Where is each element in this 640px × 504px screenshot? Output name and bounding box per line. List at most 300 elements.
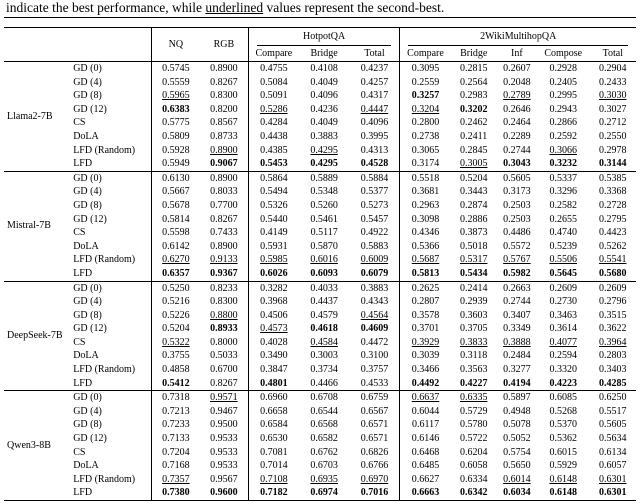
value-cell: 0.8033 [210, 186, 238, 198]
value-cell: 0.3701 [400, 322, 451, 336]
value-cell: 0.2655 [549, 213, 577, 225]
table-row [4, 253, 636, 267]
value-cell: 0.6058 [459, 460, 488, 472]
value-cell: 0.7233 [151, 418, 199, 432]
value-cell: 0.5517 [599, 405, 627, 417]
value-cell: 0.2803 [599, 350, 627, 362]
value-cell: 0.6568 [310, 419, 338, 431]
value-cell: 0.5884 [349, 171, 400, 185]
value-cell: 0.3257 [400, 89, 451, 103]
method-label: GD (8) [73, 199, 102, 211]
value-cell: 0.6117 [400, 418, 451, 432]
value-cell: 0.9533 [210, 433, 238, 445]
method-label: DoLA [73, 350, 99, 362]
table-row [4, 418, 636, 432]
value-cell: 0.5268 [549, 405, 577, 417]
value-cell: 0.6130 [151, 171, 199, 185]
value-cell: 0.6085 [537, 391, 590, 405]
value-cell: 0.2866 [549, 117, 577, 129]
value-cell: 0.3030 [599, 90, 627, 102]
subheader-2wiki-inf: Inf [511, 48, 523, 59]
value-cell: 0.4317 [360, 90, 389, 102]
value-cell: 0.3066 [549, 144, 577, 156]
value-cell: 0.3883 [310, 130, 338, 142]
value-cell: 0.5814 [151, 213, 199, 227]
value-cell: 0.6935 [310, 473, 338, 485]
value-cell: 0.5250 [151, 281, 199, 295]
value-cell: 0.5018 [459, 240, 488, 252]
method-label: GD (0) [67, 391, 151, 405]
value-cell: 0.2795 [599, 213, 627, 225]
value-cell: 0.4423 [599, 227, 627, 239]
value-cell: 0.3204 [400, 103, 451, 117]
value-cell: 0.7081 [248, 446, 299, 460]
method-label: GD (4) [73, 76, 102, 88]
value-cell: 0.4385 [248, 144, 299, 158]
value-cell: 0.4284 [248, 116, 299, 130]
table-row [4, 171, 636, 185]
subheader-2wiki-total: Total [602, 48, 623, 59]
method-label: GD (12) [73, 433, 107, 445]
value-cell: 0.4948 [503, 405, 531, 417]
value-cell: 0.3349 [503, 323, 531, 335]
value-cell: 0.7213 [151, 405, 199, 419]
value-cell: 0.6700 [210, 364, 238, 376]
value-cell: 0.4472 [360, 336, 389, 348]
value-cell: 0.5634 [599, 433, 627, 445]
value-cell: 0.6270 [151, 253, 199, 267]
value-cell: 0.5204 [151, 322, 199, 336]
value-cell: 0.5052 [503, 433, 531, 445]
value-cell: 0.5605 [497, 171, 537, 185]
value-cell: 0.6708 [299, 391, 350, 405]
value-cell: 0.2503 [503, 199, 531, 211]
value-cell: 0.2464 [503, 117, 531, 129]
value-cell: 0.7016 [360, 487, 389, 499]
value-cell: 0.8267 [210, 76, 238, 88]
value-cell: 0.2582 [549, 199, 577, 211]
value-cell: 0.3883 [349, 281, 400, 295]
table-caption [4, 0, 636, 16]
caption-text-suffix: values represent the second-best. [263, 0, 445, 15]
method-label: GD (12) [73, 103, 107, 115]
value-cell: 0.3095 [400, 62, 451, 76]
value-cell: 0.4077 [549, 336, 577, 348]
value-cell: 0.2744 [503, 296, 531, 308]
value-cell: 0.9600 [210, 487, 238, 499]
method-label: CS [73, 336, 86, 348]
value-cell: 0.5494 [248, 185, 299, 199]
value-cell: 0.2663 [497, 281, 537, 295]
column-header-nq: NQ [151, 28, 199, 62]
value-cell: 0.8567 [210, 117, 238, 129]
value-cell: 0.5870 [310, 240, 338, 252]
value-cell: 0.3614 [549, 323, 577, 335]
caption-underlined-word: underlined [205, 0, 264, 15]
value-cell: 0.6250 [590, 391, 636, 405]
value-cell: 0.3277 [503, 364, 531, 376]
value-cell: 0.2609 [537, 281, 590, 295]
value-cell: 0.3065 [400, 144, 451, 158]
value-cell: 0.5317 [459, 254, 488, 266]
value-cell: 0.3995 [360, 130, 389, 142]
value-cell: 0.6148 [549, 473, 577, 485]
value-cell: 0.6544 [310, 405, 338, 417]
value-cell: 0.5226 [151, 309, 199, 323]
value-cell: 0.5780 [459, 419, 488, 431]
table-header [4, 28, 636, 62]
value-cell: 0.6383 [151, 103, 199, 117]
value-cell: 0.2609 [590, 281, 636, 295]
value-cell: 0.6663 [400, 486, 451, 500]
column-group-hotpotqa [248, 28, 400, 47]
table-row [4, 267, 636, 281]
value-cell: 0.7700 [210, 199, 238, 211]
value-cell: 0.6485 [400, 459, 451, 473]
value-cell: 0.2405 [549, 76, 577, 88]
value-cell: 0.5598 [151, 226, 199, 240]
value-cell: 0.8267 [210, 213, 238, 225]
column-group-hotpotqa-label: HotpotQA [257, 28, 392, 46]
value-cell: 0.7133 [151, 432, 199, 446]
value-cell: 0.6468 [400, 446, 451, 460]
table-row [4, 144, 636, 158]
value-cell: 0.2503 [503, 213, 531, 225]
value-cell: 0.6334 [459, 473, 488, 485]
value-cell: 0.4528 [360, 158, 389, 170]
value-cell: 0.5322 [151, 336, 199, 350]
value-cell: 0.5204 [451, 171, 497, 185]
subheader-2wiki-bridge: Bridge [460, 48, 488, 59]
value-cell: 0.2796 [599, 296, 627, 308]
value-cell: 0.5326 [248, 199, 299, 213]
model-label: Llama2-7B [4, 62, 67, 172]
value-cell: 0.3681 [400, 185, 451, 199]
value-cell: 0.5775 [151, 116, 199, 130]
value-cell: 0.3403 [599, 364, 627, 376]
value-cell: 0.2484 [503, 350, 531, 362]
value-cell: 0.4437 [310, 296, 338, 308]
table-row [4, 446, 636, 460]
value-cell: 0.5965 [151, 89, 199, 103]
value-cell: 0.9067 [210, 158, 238, 170]
value-cell: 0.4447 [360, 103, 389, 115]
value-cell: 0.7182 [248, 486, 299, 500]
value-cell: 0.6582 [310, 433, 338, 445]
value-cell: 0.5434 [459, 267, 488, 279]
value-cell: 0.3043 [503, 158, 531, 170]
table-row [4, 199, 636, 213]
value-cell: 0.5754 [503, 446, 531, 458]
value-cell: 0.9500 [210, 419, 238, 431]
value-cell: 0.7318 [151, 391, 199, 405]
table-row [4, 391, 636, 405]
value-cell: 0.3833 [459, 336, 488, 348]
method-label: GD (0) [67, 281, 151, 295]
value-cell: 0.4801 [248, 377, 299, 391]
value-cell: 0.4257 [360, 76, 389, 88]
value-cell: 0.4223 [549, 377, 577, 389]
value-cell: 0.2939 [459, 296, 488, 308]
value-cell: 0.8733 [210, 130, 238, 142]
value-cell: 0.9133 [210, 254, 238, 266]
value-cell: 0.6057 [599, 460, 627, 472]
table-row [4, 309, 636, 323]
value-cell: 0.5687 [400, 253, 451, 267]
value-cell: 0.2963 [400, 199, 451, 213]
value-cell: 0.5929 [549, 460, 577, 472]
value-cell: 0.7380 [151, 486, 199, 500]
value-cell: 0.8800 [210, 309, 238, 321]
value-cell: 0.6571 [360, 433, 389, 445]
method-label: LFD [73, 267, 93, 279]
value-cell: 0.7204 [151, 446, 199, 460]
value-cell: 0.4858 [151, 363, 199, 377]
model-label: Mistral-7B [4, 171, 67, 281]
value-cell: 0.3888 [503, 336, 531, 348]
value-cell: 0.9467 [210, 405, 238, 417]
value-cell: 0.5745 [151, 62, 199, 76]
value-cell: 0.7108 [248, 473, 299, 487]
value-cell: 0.5216 [151, 295, 199, 309]
column-group-2wikimultihopqa-label: 2WikiMultihopQA [408, 28, 628, 46]
value-cell: 0.3873 [459, 227, 488, 239]
value-cell: 0.8300 [210, 90, 238, 102]
value-cell: 0.3098 [400, 213, 451, 227]
value-cell: 0.4049 [310, 76, 338, 88]
value-cell: 0.2874 [459, 199, 488, 211]
value-cell: 0.4922 [360, 227, 389, 239]
value-cell: 0.5348 [310, 186, 338, 198]
value-cell: 0.4492 [400, 377, 451, 391]
value-cell: 0.5949 [151, 157, 199, 171]
value-cell: 0.4579 [310, 309, 338, 321]
value-cell: 0.5897 [497, 391, 537, 405]
value-cell: 0.3734 [310, 364, 338, 376]
value-cell: 0.2289 [503, 130, 531, 142]
method-label: GD (4) [73, 296, 102, 308]
value-cell: 0.5457 [360, 213, 389, 225]
value-cell: 0.8267 [210, 377, 238, 389]
table-row [4, 377, 636, 391]
value-cell: 0.6970 [360, 473, 389, 485]
value-cell: 0.5645 [549, 267, 577, 279]
table-row [4, 459, 636, 473]
table-row [4, 349, 636, 363]
value-cell: 0.2886 [459, 213, 488, 225]
value-cell: 0.5982 [503, 267, 531, 279]
value-cell: 0.4343 [360, 296, 389, 308]
value-cell: 0.5985 [248, 253, 299, 267]
method-label: DoLA [73, 460, 99, 472]
value-cell: 0.6703 [310, 460, 338, 472]
value-cell: 0.6079 [360, 267, 389, 279]
table-row [4, 157, 636, 171]
table-row [4, 89, 636, 103]
value-cell: 0.3964 [599, 336, 627, 348]
value-cell: 0.3320 [549, 364, 577, 376]
value-cell: 0.2815 [451, 62, 497, 76]
value-cell: 0.3755 [151, 349, 199, 363]
value-cell: 0.3118 [460, 350, 488, 362]
value-cell: 0.6960 [248, 391, 299, 405]
value-cell: 0.5033 [210, 350, 238, 362]
value-cell: 0.3968 [248, 295, 299, 309]
table-row [4, 322, 636, 336]
value-cell: 0.5928 [151, 144, 199, 158]
value-cell: 0.4028 [248, 336, 299, 350]
value-cell: 0.2978 [599, 144, 627, 156]
value-cell: 0.7014 [248, 459, 299, 473]
value-cell: 0.5412 [151, 377, 199, 391]
value-cell: 0.3443 [459, 186, 488, 198]
value-cell: 0.5809 [151, 130, 199, 144]
method-label: LFD (Random) [73, 144, 136, 156]
value-cell: 0.6759 [349, 391, 400, 405]
value-cell: 0.4533 [360, 377, 389, 389]
value-cell: 0.6009 [360, 254, 389, 266]
value-cell: 0.3296 [549, 186, 577, 198]
subheader-hotpotqa-compare: Compare [248, 46, 299, 62]
value-cell: 0.6301 [599, 487, 627, 499]
value-cell: 0.6530 [248, 432, 299, 446]
value-cell: 0.2594 [549, 350, 577, 362]
table-row [4, 240, 636, 254]
value-cell: 0.6766 [360, 460, 389, 472]
value-cell: 0.8900 [210, 240, 238, 252]
table-row [4, 405, 636, 419]
value-cell: 0.3282 [248, 281, 299, 295]
value-cell: 0.5091 [248, 89, 299, 103]
value-cell: 0.3202 [459, 103, 488, 115]
value-cell: 0.5337 [537, 171, 590, 185]
value-cell: 0.4049 [310, 117, 338, 129]
value-cell: 0.5864 [248, 171, 299, 185]
value-cell: 0.4237 [349, 62, 400, 76]
value-cell: 0.4227 [459, 377, 488, 389]
method-label: GD (12) [73, 323, 107, 335]
table-row [4, 336, 636, 350]
value-cell: 0.2738 [400, 130, 451, 144]
value-cell: 0.4033 [299, 281, 350, 295]
value-cell: 0.3603 [459, 309, 488, 321]
table-row [4, 226, 636, 240]
table-row [4, 432, 636, 446]
value-cell: 0.6762 [310, 446, 338, 458]
value-cell: 0.5767 [503, 254, 531, 266]
value-cell: 0.2550 [599, 130, 627, 142]
value-cell: 0.9571 [200, 391, 248, 405]
value-cell: 0.5078 [503, 419, 531, 431]
table-row [4, 281, 636, 295]
value-cell: 0.8900 [200, 171, 248, 185]
value-cell: 0.4486 [503, 227, 531, 239]
value-cell: 0.3515 [599, 309, 627, 321]
value-cell: 0.8900 [210, 144, 238, 156]
value-cell: 0.2904 [590, 62, 636, 76]
value-cell: 0.7433 [210, 227, 238, 239]
value-cell: 0.2789 [503, 90, 531, 102]
table-row [4, 185, 636, 199]
value-cell: 0.4573 [248, 322, 299, 336]
value-cell: 0.6627 [400, 473, 451, 487]
value-cell: 0.6571 [360, 419, 389, 431]
value-cell: 0.9567 [210, 473, 238, 485]
value-cell: 0.6974 [310, 487, 338, 499]
value-cell: 0.6637 [400, 391, 451, 405]
value-cell: 0.6357 [151, 267, 199, 281]
value-cell: 0.8200 [210, 103, 238, 115]
value-cell: 0.5678 [151, 199, 199, 213]
value-cell: 0.5506 [549, 254, 577, 266]
method-label: GD (12) [73, 213, 107, 225]
value-cell: 0.3705 [459, 323, 488, 335]
method-label: GD (0) [67, 62, 151, 76]
table-row [4, 295, 636, 309]
value-cell: 0.5286 [248, 103, 299, 117]
value-cell: 0.2414 [451, 281, 497, 295]
method-label: GD (4) [73, 405, 102, 417]
value-cell: 0.3466 [400, 363, 451, 377]
value-cell: 0.4584 [310, 336, 338, 348]
value-cell: 0.4285 [599, 377, 627, 389]
value-cell: 0.5883 [360, 240, 389, 252]
method-label: LFD [73, 487, 93, 499]
value-cell: 0.8900 [200, 62, 248, 76]
table-row [4, 62, 636, 76]
value-cell: 0.5366 [400, 240, 451, 254]
value-cell: 0.5813 [400, 267, 451, 281]
value-cell: 0.5729 [459, 405, 488, 417]
value-cell: 0.4740 [549, 227, 577, 239]
value-cell: 0.6342 [459, 487, 488, 499]
header-blank [4, 28, 151, 62]
value-cell: 0.3622 [599, 323, 627, 335]
value-cell: 0.2411 [460, 130, 488, 142]
value-cell: 0.6658 [248, 405, 299, 419]
value-cell: 0.4108 [299, 62, 350, 76]
value-cell: 0.2800 [400, 116, 451, 130]
value-cell: 0.4149 [248, 226, 299, 240]
value-cell: 0.4564 [360, 309, 389, 321]
value-cell: 0.5377 [360, 186, 389, 198]
value-cell: 0.3463 [549, 309, 577, 321]
value-cell: 0.4466 [310, 377, 338, 389]
value-cell: 0.8000 [210, 336, 238, 348]
value-cell: 0.3368 [599, 186, 627, 198]
value-cell: 0.6584 [248, 418, 299, 432]
value-cell: 0.4295 [310, 158, 338, 170]
value-cell: 0.5260 [310, 199, 338, 211]
value-cell: 0.5605 [599, 419, 627, 431]
value-cell: 0.9533 [210, 446, 238, 458]
method-label: CS [73, 446, 86, 458]
value-cell: 0.6148 [549, 487, 577, 499]
value-cell: 0.3003 [310, 350, 338, 362]
value-cell: 0.5559 [151, 76, 199, 90]
table-row [4, 116, 636, 130]
value-cell: 0.3027 [599, 103, 627, 115]
value-cell: 0.2433 [599, 76, 627, 88]
value-cell: 0.4313 [360, 144, 389, 156]
value-cell: 0.2592 [549, 130, 577, 142]
value-cell: 0.5385 [590, 171, 636, 185]
value-cell: 0.6034 [503, 487, 531, 499]
subheader-hotpotqa-total: Total [364, 48, 385, 59]
value-cell: 0.4346 [400, 226, 451, 240]
value-cell: 0.2462 [459, 117, 488, 129]
value-cell: 0.5262 [599, 240, 627, 252]
